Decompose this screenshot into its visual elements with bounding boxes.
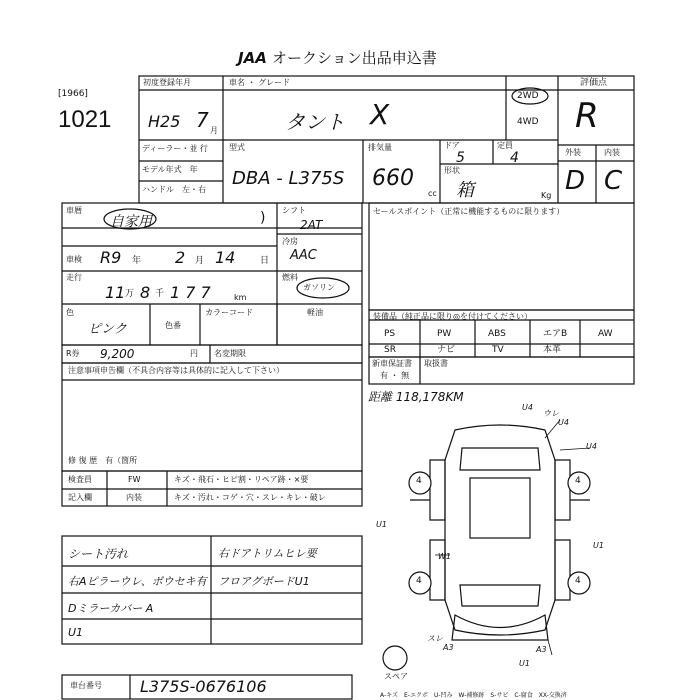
equip-aw: AW [598, 329, 613, 339]
mileage-rest: 8 [140, 283, 151, 302]
entry-label: 記入欄 [68, 493, 92, 502]
name-change-label: 名変期限 [214, 349, 246, 358]
mark-a3-left: A3 [443, 643, 454, 652]
mark-u4-top: U4 [522, 403, 533, 412]
registration-month: 7 [196, 108, 209, 132]
inspection-day: 14 [215, 248, 236, 267]
inspection-month-unit: 月 [195, 256, 205, 266]
equip-leather: 本革 [543, 345, 562, 355]
fuel-value: ガソリン [303, 283, 335, 292]
mileage-man-unit: 万 [125, 289, 135, 299]
rating-score: R [575, 96, 599, 136]
sales-point-label: セールスポイント（正常に機能するものに限ります） [373, 207, 565, 216]
ac-label: 冷房 [282, 237, 298, 246]
history-value: 自家用 [110, 214, 152, 230]
mark-u1-bottom: U1 [519, 659, 530, 668]
cc-unit: cc [428, 189, 437, 198]
interior-items: キズ・汚れ・コゲ・穴・スレ・キレ・破レ [174, 493, 326, 502]
exterior-label: 外装 [565, 148, 581, 157]
registration-year: H25 [148, 112, 181, 131]
registration-label: 初度登録年月 [143, 78, 191, 87]
form-title: オークション出品申込書 [272, 49, 437, 67]
doors-value: 5 [456, 150, 465, 166]
tire-fr: 4 [575, 476, 581, 486]
chassis-label: 車台番号 [70, 681, 102, 690]
equipment-label: 装備品（純正品に限り◎を付けてください） [373, 312, 532, 321]
color-label: 色 [66, 308, 74, 317]
registration-month-unit: 月 [210, 126, 218, 135]
interior-grade: C [604, 166, 623, 196]
doors-label: ドア [444, 141, 460, 150]
warranty-label: 新車保証書 [372, 359, 412, 368]
mark-u1-left: U1 [376, 520, 387, 529]
drive-2wd: 2WD [517, 91, 539, 101]
color-value: ピンク [88, 322, 127, 337]
history-paren: ) [260, 210, 266, 226]
note-left-4: U1 [68, 626, 84, 639]
mark-a3-right: A3 [536, 645, 547, 654]
color-code-label: カラーコード [205, 308, 253, 317]
equip-pw: PW [437, 329, 452, 339]
recycle-value: 9,200 [100, 347, 135, 361]
mark-w1: W1 [438, 552, 451, 561]
car-diagram [410, 425, 590, 640]
exterior-grade: D [565, 166, 586, 196]
interior-label: 内装 [604, 148, 620, 157]
shift-label: シフト [282, 206, 306, 215]
shift-value: 2AT [300, 218, 323, 232]
interior-check-label: 内装 [126, 493, 142, 502]
manual-label: 取扱書 [424, 359, 448, 368]
car-type: DBA - L375S [232, 168, 345, 189]
mark-sure: スレ [427, 634, 443, 643]
displacement-value: 660 [372, 166, 414, 191]
drive-4wd: 4WD [517, 117, 539, 127]
notes-label: 注意事項申告欄（不具合内容等は具体的に記入して下さい） [68, 366, 284, 375]
inspection-day-unit: 日 [260, 256, 270, 266]
inspection-year: R9 [100, 248, 122, 267]
jaa-logo [238, 47, 437, 68]
spare-label: スペア [384, 672, 408, 681]
mileage-unit: km [234, 293, 247, 302]
model-year-label: モデル年式 年 [142, 165, 198, 174]
fw-items: キズ・飛石・ヒビ割・リペア跡・×要 [174, 475, 309, 484]
recycle-label: R券 [66, 349, 80, 358]
capacity-label: 定員 [497, 141, 513, 150]
inspection-year-unit: 年 [132, 256, 142, 266]
mark-ure-top: ウレ [543, 409, 559, 418]
equip-ps: PS [384, 329, 396, 339]
note-left-2: 右Aピラーウレ、ボウセキ有 [68, 575, 207, 588]
weight-unit: Kg [541, 191, 552, 200]
recycle-unit: 円 [190, 349, 198, 358]
mileage-digits: 1 7 7 [170, 283, 211, 302]
car-grade: X [370, 98, 390, 131]
mileage-sen-unit: 千 [155, 289, 165, 299]
rating-label: 評価点 [580, 78, 608, 88]
car-name: タント [285, 110, 345, 134]
capacity-value: 4 [510, 150, 519, 166]
damage-legend: A-キズ E-エクボ U-凹み W-補修跡 S-サビ C-腐食 XX-交換済 [380, 692, 567, 699]
history-label: 車暦 [66, 206, 82, 215]
color-no-label: 色番 [165, 321, 181, 330]
lot-code: [1966] [58, 89, 88, 99]
ac-value: AAC [290, 248, 317, 263]
car-name-label: 車名 ・ グレード [229, 78, 291, 87]
tire-fl: 4 [416, 476, 422, 486]
dealer-label: ディーラー・並 行 [142, 144, 208, 153]
logo-text: JAA [238, 49, 267, 67]
equip-abs: ABS [488, 329, 506, 339]
displacement-label: 排気量 [368, 143, 392, 152]
note-right-1: 右ドアトリムヒレ要 [218, 547, 317, 560]
mark-u1-right: U1 [593, 541, 604, 550]
equip-airbag: エアB [543, 329, 568, 339]
warranty-value: 有 ・ 無 [380, 371, 410, 380]
equip-tv: TV [492, 345, 504, 355]
note-right-2: フロアグボードU1 [218, 575, 310, 588]
type-label: 型式 [229, 143, 245, 152]
mark-u4-corner: U4 [558, 418, 569, 427]
inspection-month: 2 [175, 248, 186, 267]
mileage-note: 距離 118,178KM [368, 390, 464, 404]
note-left-1: シート汚れ [68, 547, 129, 561]
tire-rl: 4 [416, 576, 422, 586]
mileage-label: 走行 [66, 273, 82, 282]
equip-navi: ナビ [437, 345, 456, 355]
fuel-label: 燃料 [282, 273, 298, 282]
inspection-label: 車検 [66, 255, 82, 264]
mark-u4-right: U4 [586, 442, 597, 451]
fw-label: FW [128, 475, 141, 484]
shape-value: 箱 [456, 180, 474, 201]
inspector-label: 検査員 [68, 475, 92, 484]
lot-number: 1021 [58, 106, 112, 133]
tire-rr: 4 [575, 576, 581, 586]
chassis-number: L375S-0676106 [140, 677, 267, 696]
repair-history: 修 復 歴 有（箇所 [68, 456, 138, 465]
fuel-diesel: 軽油 [307, 308, 323, 317]
note-left-3: Dミラーカバー A [68, 602, 154, 615]
handle-label: ハンドル 左・右 [142, 185, 206, 194]
shape-label: 形状 [444, 166, 460, 175]
mileage-man: 11 [105, 283, 126, 302]
equip-sr: SR [384, 345, 396, 355]
